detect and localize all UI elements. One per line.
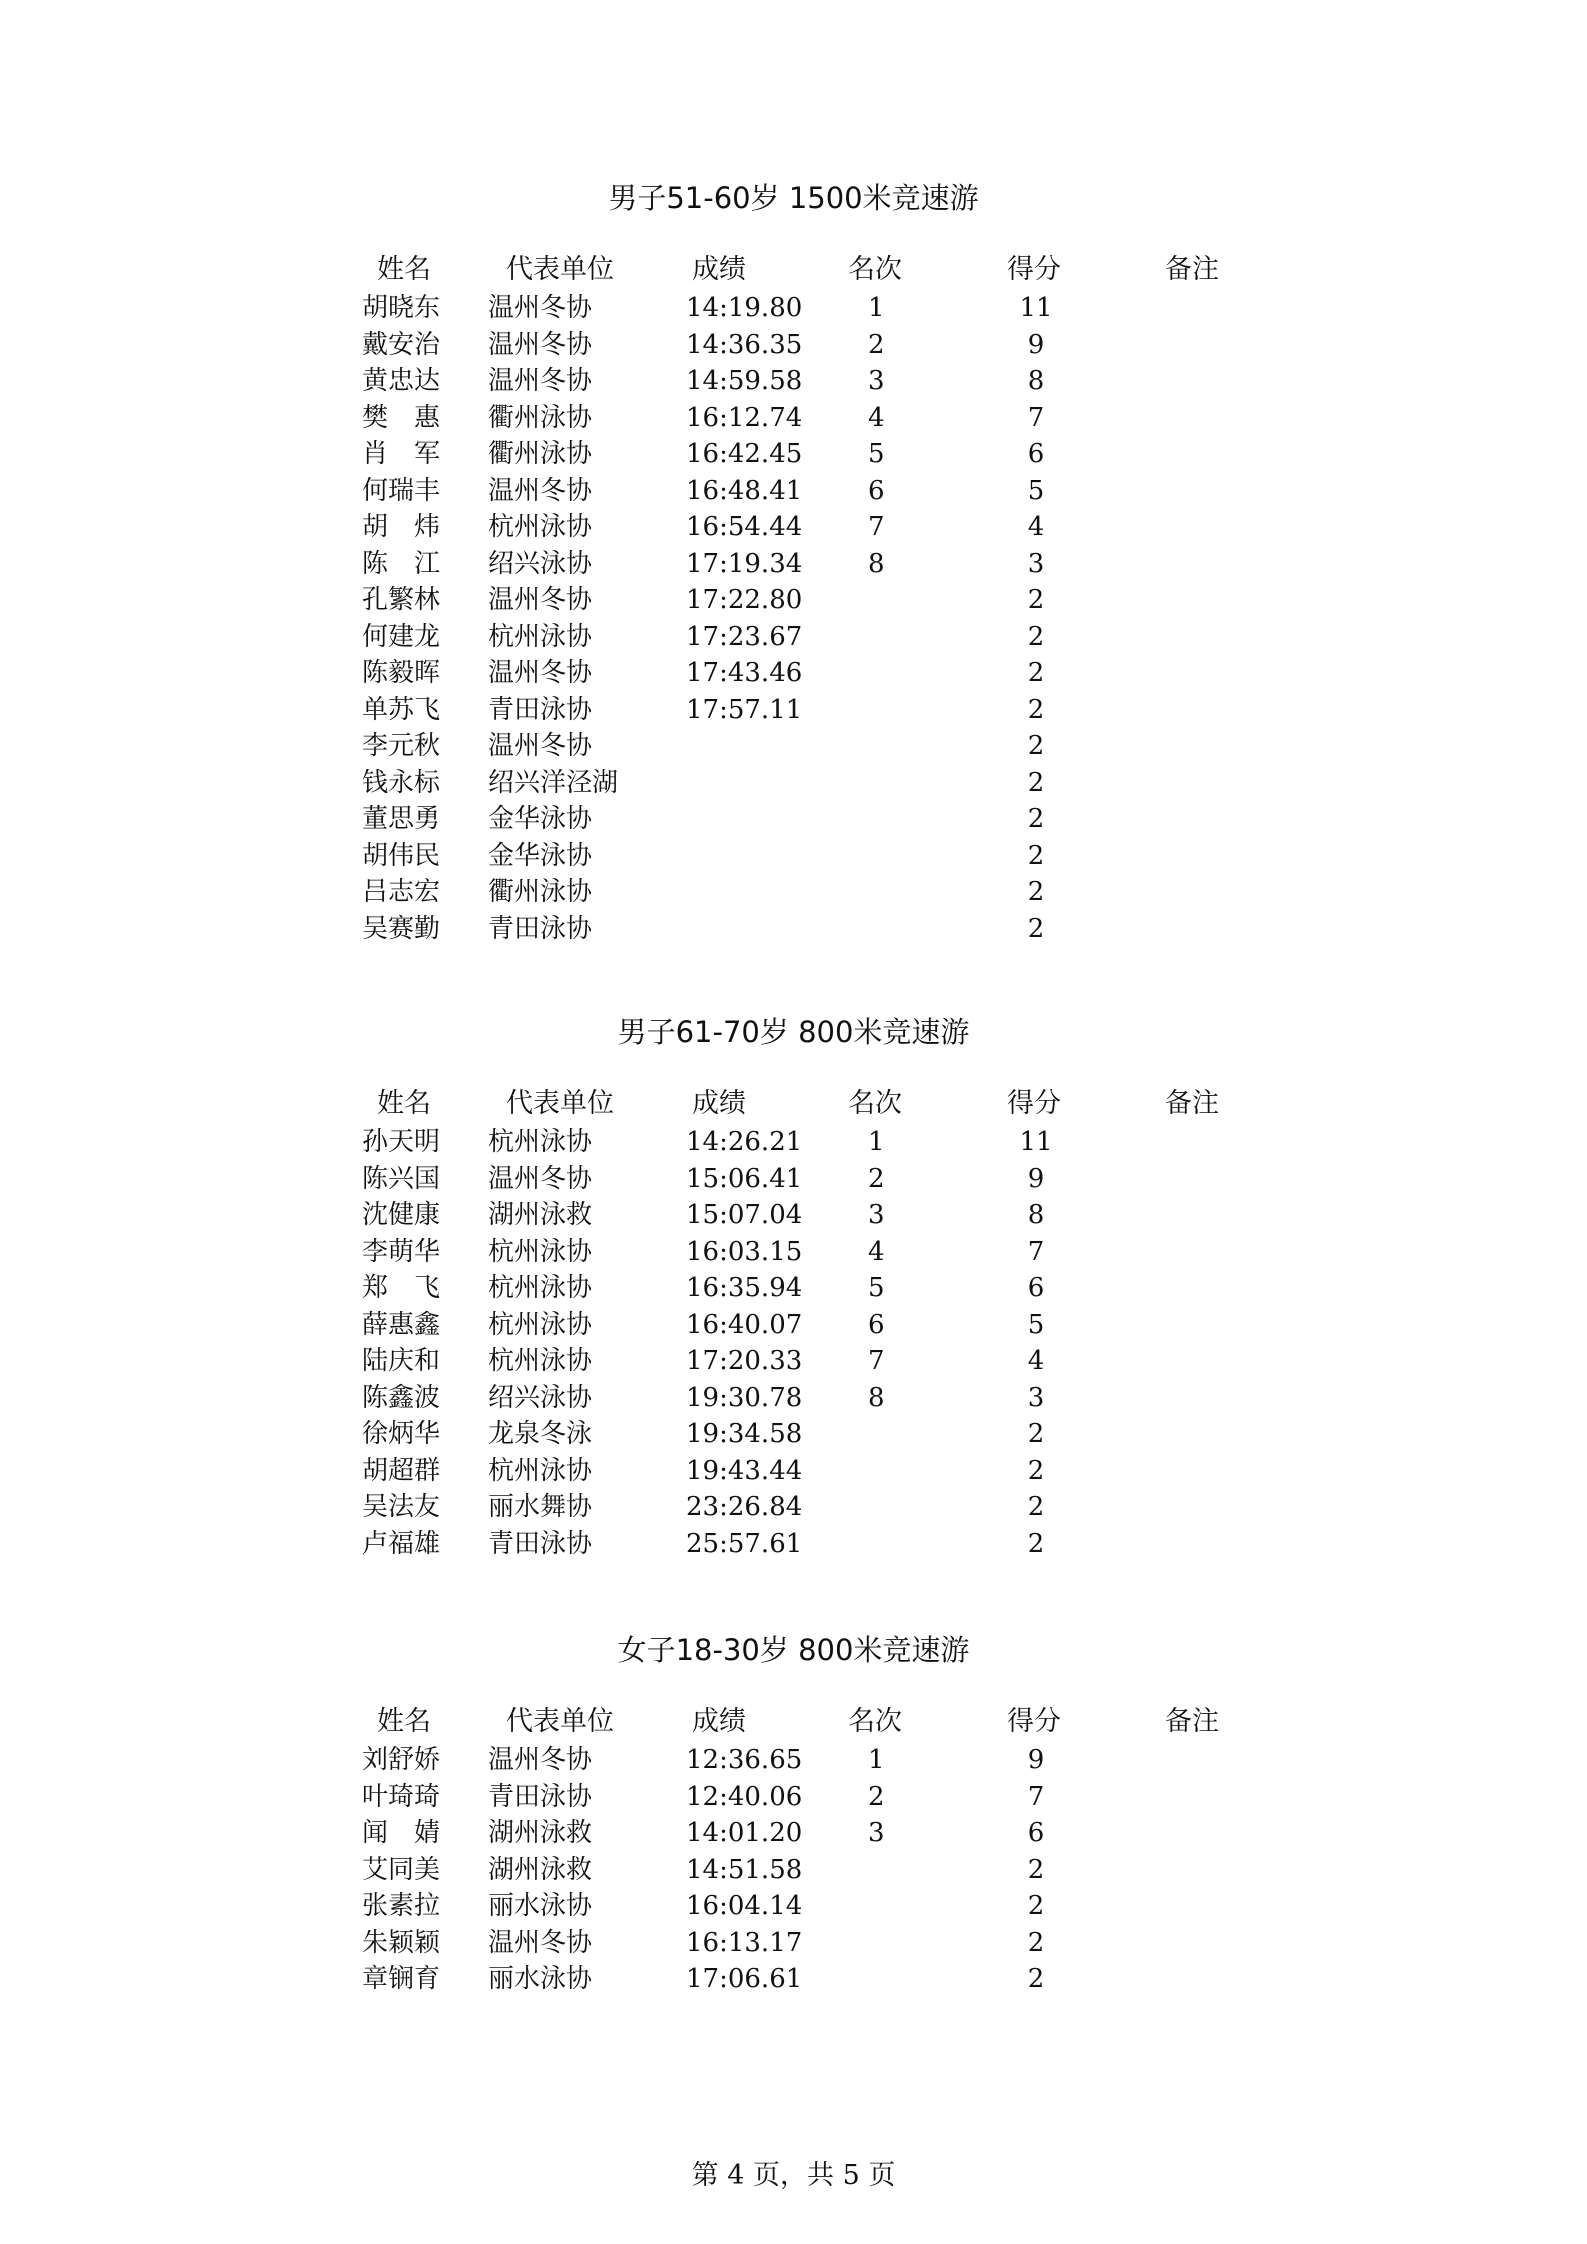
table-row [0, 436, 1587, 473]
cell-unit: 金华泳协 [488, 804, 593, 834]
table-row [0, 1489, 1587, 1526]
cell-score: 14:59.58 [686, 366, 803, 396]
cell-score: 12:36.65 [686, 1745, 803, 1775]
cell-rank: 3 [868, 1200, 885, 1230]
cell-name: 何建龙 [362, 621, 441, 652]
cell-name: 薛惠鑫 [362, 1309, 441, 1340]
cell-points: 11 [1019, 1127, 1053, 1157]
cell-name: 吴赛勤 [362, 913, 441, 944]
cell-score: 17:57.11 [686, 694, 803, 725]
cell-unit: 杭州泳协 [488, 512, 593, 542]
cell-score: 15:06.41 [686, 1163, 803, 1194]
cell-unit: 杭州泳协 [488, 621, 593, 652]
cell-points: 6 [1027, 1818, 1045, 1848]
cell-points: 2 [1027, 1419, 1045, 1449]
column-header-unit: 代表单位 [506, 1706, 614, 1737]
cell-name: 李元秋 [362, 731, 441, 761]
cell-name: 朱颖颖 [362, 1927, 441, 1958]
cell-unit: 衢州泳协 [488, 439, 593, 469]
cell-points: 4 [1027, 512, 1045, 542]
table-row [0, 1307, 1587, 1344]
cell-score: 16:03.15 [686, 1236, 803, 1267]
cell-name: 陈毅晖 [362, 658, 441, 688]
cell-rank: 1 [868, 1745, 885, 1775]
cell-points: 2 [1027, 1927, 1045, 1958]
column-header-rank: 名次 [848, 254, 902, 285]
cell-name: 单苏飞 [362, 694, 441, 725]
page-footer: 第 4 页，共 5 页 [691, 2160, 896, 2191]
cell-unit: 温州冬协 [488, 1745, 593, 1775]
cell-points: 9 [1027, 1745, 1045, 1775]
cell-rank: 8 [868, 548, 885, 579]
cell-points: 2 [1027, 1528, 1045, 1559]
cell-unit: 温州冬协 [488, 1163, 593, 1194]
table-row [0, 728, 1587, 765]
cell-points: 2 [1027, 767, 1045, 798]
table-header [0, 1704, 1587, 1740]
cell-unit: 湖州泳救 [488, 1854, 593, 1885]
cell-score: 23:26.84 [686, 1492, 803, 1522]
cell-score: 16:48.41 [686, 475, 803, 506]
cell-points: 2 [1027, 1455, 1045, 1486]
table-row [0, 582, 1587, 619]
cell-name: 胡晓东 [362, 293, 441, 323]
table-row [0, 1852, 1587, 1889]
cell-unit: 温州冬协 [488, 731, 593, 761]
cell-unit: 绍兴泳协 [488, 1382, 593, 1413]
cell-points: 6 [1027, 1273, 1045, 1303]
cell-name: 樊 惠 [362, 402, 441, 433]
cell-score: 25:57.61 [686, 1528, 803, 1559]
column-header-note: 备注 [1165, 1088, 1219, 1119]
cell-rank: 1 [868, 1127, 885, 1157]
table-row [0, 1197, 1587, 1234]
cell-score: 19:43.44 [686, 1455, 803, 1486]
table-row [0, 1815, 1587, 1852]
table-row [0, 692, 1587, 729]
cell-points: 2 [1027, 621, 1045, 652]
cell-name: 肖 军 [362, 439, 441, 469]
cell-score: 15:07.04 [686, 1200, 803, 1230]
cell-rank: 1 [868, 293, 885, 323]
section-title: 女子18-30岁 800米竞速游 [617, 1633, 970, 1667]
cell-unit: 青田泳协 [488, 1781, 593, 1812]
cell-points: 7 [1027, 1781, 1045, 1812]
cell-name: 郑 飞 [362, 1273, 441, 1303]
cell-unit: 青田泳协 [488, 694, 593, 725]
column-header-unit: 代表单位 [506, 254, 614, 285]
table-row [0, 1453, 1587, 1490]
cell-name: 李萌华 [362, 1236, 441, 1267]
cell-unit: 温州冬协 [488, 329, 593, 360]
table-body [0, 1124, 1587, 1562]
cell-rank: 6 [868, 475, 885, 506]
cell-score: 17:43.46 [686, 658, 803, 688]
cell-score: 16:35.94 [686, 1273, 803, 1303]
cell-score: 14:19.80 [686, 293, 803, 323]
cell-points: 11 [1019, 293, 1053, 323]
table-row [0, 363, 1587, 400]
cell-score: 17:19.34 [686, 548, 803, 579]
cell-points: 2 [1027, 1854, 1045, 1885]
cell-name: 胡超群 [362, 1455, 441, 1486]
cell-rank: 7 [868, 1346, 885, 1376]
cell-points: 5 [1027, 475, 1045, 506]
column-header-unit: 代表单位 [506, 1088, 614, 1119]
cell-points: 6 [1027, 439, 1045, 469]
table-row [0, 1234, 1587, 1271]
cell-unit: 丽水舞协 [488, 1492, 593, 1522]
cell-points: 2 [1027, 658, 1045, 688]
column-header-points: 得分 [1007, 1706, 1061, 1737]
cell-unit: 杭州泳协 [488, 1236, 593, 1267]
cell-score: 17:22.80 [686, 585, 803, 615]
cell-name: 卢福雄 [362, 1528, 441, 1559]
cell-points: 2 [1027, 1492, 1045, 1522]
table-header [0, 1086, 1587, 1122]
cell-name: 吕志宏 [362, 877, 441, 907]
table-row [0, 1888, 1587, 1925]
cell-points: 9 [1027, 1163, 1045, 1194]
section-title: 男子51-60岁 1500米竞速游 [608, 181, 979, 215]
table-row [0, 874, 1587, 911]
cell-score: 14:51.58 [686, 1854, 803, 1885]
cell-name: 陆庆和 [362, 1346, 441, 1376]
table-row [0, 1380, 1587, 1417]
cell-unit: 青田泳协 [488, 1528, 593, 1559]
cell-name: 钱永标 [362, 767, 441, 798]
table-body [0, 1742, 1587, 1998]
column-header-note: 备注 [1165, 1706, 1219, 1737]
cell-unit: 湖州泳救 [488, 1200, 593, 1230]
cell-points: 7 [1027, 1236, 1045, 1267]
cell-name: 艾同美 [362, 1854, 441, 1885]
cell-unit: 温州冬协 [488, 585, 593, 615]
table-row [0, 801, 1587, 838]
cell-points: 7 [1027, 402, 1045, 433]
table-row [0, 1925, 1587, 1962]
cell-score: 14:36.35 [686, 329, 803, 360]
table-row [0, 1526, 1587, 1563]
cell-points: 2 [1027, 694, 1045, 725]
cell-name: 黄忠达 [362, 366, 441, 396]
cell-name: 闻 婧 [362, 1818, 441, 1848]
table-row [0, 619, 1587, 656]
cell-score: 17:20.33 [686, 1346, 803, 1376]
cell-points: 2 [1027, 585, 1045, 615]
cell-name: 徐炳华 [362, 1419, 441, 1449]
cell-unit: 温州冬协 [488, 1927, 593, 1958]
cell-rank: 8 [868, 1382, 885, 1413]
cell-unit: 湖州泳救 [488, 1818, 593, 1848]
cell-rank: 5 [868, 1273, 885, 1303]
column-header-score: 成绩 [692, 1088, 746, 1119]
cell-score: 16:13.17 [686, 1927, 803, 1958]
cell-unit: 丽水泳协 [488, 1891, 593, 1921]
table-row [0, 1343, 1587, 1380]
table-row [0, 1270, 1587, 1307]
cell-points: 2 [1027, 731, 1045, 761]
cell-name: 吴法友 [362, 1492, 441, 1522]
table-row [0, 1416, 1587, 1453]
cell-name: 董思勇 [362, 804, 441, 834]
cell-rank: 5 [868, 439, 885, 469]
cell-name: 刘舒娇 [362, 1745, 441, 1775]
cell-unit: 温州冬协 [488, 293, 593, 323]
table-row [0, 290, 1587, 327]
table-row [0, 765, 1587, 802]
cell-score: 17:23.67 [686, 621, 803, 652]
cell-points: 5 [1027, 1309, 1045, 1340]
table-row [0, 546, 1587, 583]
table-row [0, 655, 1587, 692]
table-row [0, 473, 1587, 510]
table-row [0, 911, 1587, 948]
table-row [0, 1161, 1587, 1198]
column-header-points: 得分 [1007, 1088, 1061, 1119]
column-header-rank: 名次 [848, 1706, 902, 1737]
column-header-name: 姓名 [377, 254, 431, 285]
cell-score: 14:26.21 [686, 1127, 803, 1157]
cell-points: 4 [1027, 1346, 1045, 1376]
cell-score: 19:30.78 [686, 1382, 803, 1413]
cell-rank: 2 [868, 1163, 885, 1194]
table-row [0, 400, 1587, 437]
table-row [0, 327, 1587, 364]
cell-unit: 丽水泳协 [488, 1964, 593, 1994]
cell-name: 戴安治 [362, 329, 441, 360]
cell-name: 沈健康 [362, 1200, 441, 1230]
cell-unit: 杭州泳协 [488, 1273, 593, 1303]
cell-unit: 温州冬协 [488, 658, 593, 688]
cell-points: 3 [1027, 548, 1045, 579]
column-header-name: 姓名 [377, 1088, 431, 1119]
cell-unit: 衢州泳协 [488, 877, 593, 907]
cell-name: 胡伟民 [362, 840, 441, 871]
column-header-note: 备注 [1165, 254, 1219, 285]
column-header-points: 得分 [1007, 254, 1061, 285]
column-header-rank: 名次 [848, 1088, 902, 1119]
table-row [0, 838, 1587, 875]
cell-points: 2 [1027, 877, 1045, 907]
cell-score: 17:06.61 [686, 1964, 803, 1994]
cell-name: 张素拉 [362, 1891, 441, 1921]
cell-unit: 青田泳协 [488, 913, 593, 944]
cell-unit: 绍兴泳协 [488, 548, 593, 579]
cell-unit: 杭州泳协 [488, 1346, 593, 1376]
cell-points: 2 [1027, 804, 1045, 834]
section-title: 男子61-70岁 800米竞速游 [617, 1015, 970, 1049]
table-row [0, 509, 1587, 546]
cell-score: 12:40.06 [686, 1781, 803, 1812]
cell-rank: 4 [868, 402, 885, 433]
cell-rank: 6 [868, 1309, 885, 1340]
cell-name: 陈鑫波 [362, 1382, 441, 1413]
cell-rank: 7 [868, 512, 885, 542]
cell-rank: 2 [868, 1781, 885, 1812]
cell-name: 孔繁林 [362, 585, 441, 615]
cell-points: 2 [1027, 913, 1045, 944]
cell-points: 9 [1027, 329, 1045, 360]
cell-score: 16:04.14 [686, 1891, 803, 1921]
cell-name: 何瑞丰 [362, 475, 441, 506]
column-header-score: 成绩 [692, 254, 746, 285]
column-header-name: 姓名 [377, 1706, 431, 1737]
cell-unit: 杭州泳协 [488, 1127, 593, 1157]
cell-unit: 绍兴洋泾湖 [488, 767, 619, 798]
cell-rank: 4 [868, 1236, 885, 1267]
cell-points: 8 [1027, 1200, 1045, 1230]
cell-name: 陈 江 [362, 548, 441, 579]
cell-points: 2 [1027, 840, 1045, 871]
cell-score: 16:12.74 [686, 402, 803, 433]
cell-rank: 3 [868, 1818, 885, 1848]
cell-points: 3 [1027, 1382, 1045, 1413]
cell-score: 16:54.44 [686, 512, 803, 542]
cell-unit: 龙泉冬泳 [488, 1419, 593, 1449]
cell-unit: 金华泳协 [488, 840, 593, 871]
cell-unit: 温州冬协 [488, 475, 593, 506]
cell-unit: 衢州泳协 [488, 402, 593, 433]
column-header-score: 成绩 [692, 1706, 746, 1737]
cell-unit: 杭州泳协 [488, 1309, 593, 1340]
cell-score: 16:40.07 [686, 1309, 803, 1340]
table-row [0, 1961, 1587, 1998]
cell-points: 8 [1027, 366, 1045, 396]
table-header [0, 252, 1587, 288]
table-row [0, 1124, 1587, 1161]
cell-rank: 3 [868, 366, 885, 396]
cell-name: 叶琦琦 [362, 1781, 441, 1812]
cell-rank: 2 [868, 329, 885, 360]
cell-unit: 杭州泳协 [488, 1455, 593, 1486]
cell-score: 19:34.58 [686, 1419, 803, 1449]
cell-points: 2 [1027, 1891, 1045, 1921]
cell-name: 章锎育 [362, 1964, 441, 1994]
cell-unit: 温州冬协 [488, 366, 593, 396]
cell-name: 胡 炜 [362, 512, 441, 542]
table-row [0, 1742, 1587, 1779]
cell-name: 陈兴国 [362, 1163, 441, 1194]
cell-name: 孙天明 [362, 1127, 441, 1157]
cell-score: 16:42.45 [686, 439, 803, 469]
table-row [0, 1779, 1587, 1816]
cell-points: 2 [1027, 1964, 1045, 1994]
table-body [0, 290, 1587, 947]
cell-score: 14:01.20 [686, 1818, 803, 1848]
